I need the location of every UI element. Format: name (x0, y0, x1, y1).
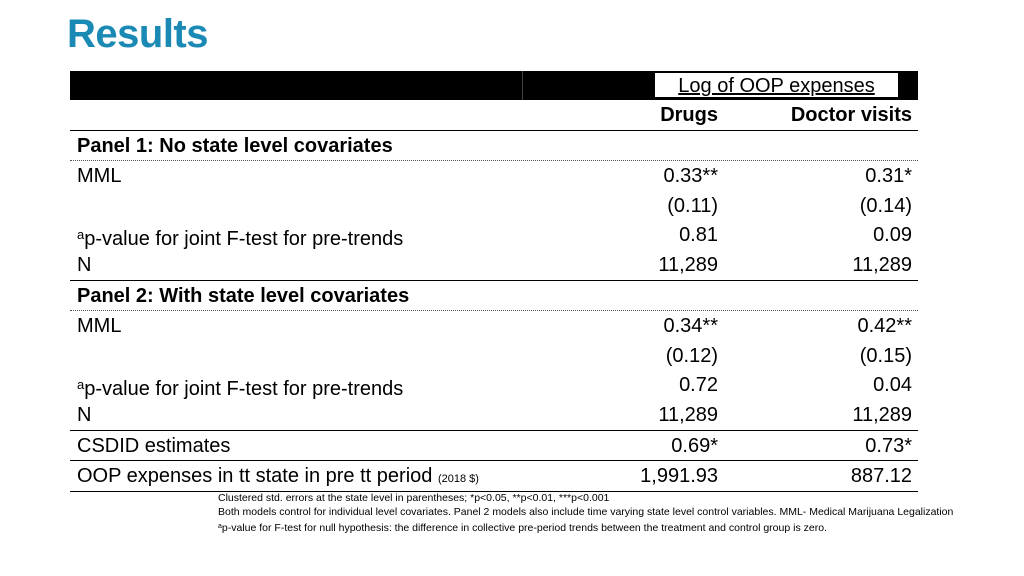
table-row (70, 341, 918, 371)
row-label: MML (77, 315, 122, 338)
row-label: p-value for joint F-test for pre-trends (84, 378, 404, 401)
table-row (70, 250, 918, 280)
unit-label: (2018 $) (437, 473, 479, 486)
table-row (70, 191, 918, 221)
panel1-heading: Panel 1: No state level covariates (77, 134, 393, 157)
cell-drugs: 1,991.93 (640, 465, 718, 488)
cell-drugs: (0.12) (665, 344, 718, 367)
footnote-marker: a (77, 377, 85, 393)
row-label: p-value for joint F-test for pre-trends (84, 228, 404, 251)
row-label: N (77, 253, 92, 276)
panel2-heading: Panel 2: With state level covariates (77, 284, 410, 307)
cell-doctor-visits: 0.73* (865, 434, 912, 457)
cell-doctor-visits: 0.31* (865, 165, 912, 188)
row-label: OOP expenses in tt state in pre tt period (77, 465, 433, 488)
cell-drugs: 0.72 (679, 374, 718, 397)
panel1-heading-row (70, 130, 918, 161)
table-row (70, 310, 918, 341)
page-title: Results (67, 12, 208, 56)
table-row-oop (70, 460, 918, 492)
column-header-row (70, 100, 918, 130)
row-label: CSDID estimates (77, 434, 231, 457)
column-header-doctor-visits: Doctor visits (790, 104, 912, 126)
footnote-marker: a (77, 227, 85, 243)
row-label: N (77, 403, 92, 426)
cell-doctor-visits: 11,289 (852, 403, 912, 426)
cell-drugs: 11,289 (658, 403, 718, 426)
table-notes (218, 492, 953, 535)
results-table (70, 71, 918, 492)
table-header-bar (70, 71, 918, 100)
column-group-label: Log of OOP expenses (655, 73, 898, 97)
cell-drugs: 0.81 (679, 224, 718, 247)
cell-drugs: 0.69* (671, 434, 718, 457)
cell-doctor-visits: (0.15) (859, 344, 912, 367)
cell-drugs: 0.34** (663, 315, 718, 338)
table-row (70, 160, 918, 191)
cell-drugs: (0.11) (667, 194, 718, 217)
cell-doctor-visits: 11,289 (852, 253, 912, 276)
cell-doctor-visits: 0.09 (873, 224, 912, 247)
cell-drugs: 0.33** (663, 165, 718, 188)
header-separator (522, 71, 523, 100)
cell-doctor-visits: 887.12 (850, 465, 912, 488)
note-line: Both models control for individual level covariates. Panel 2 models also include time varying state level control variables. MML- Medical Marijuana Legalization (218, 505, 954, 518)
table-row-csdid (70, 430, 918, 461)
row-label: MML (77, 165, 122, 188)
cell-doctor-visits: (0.14) (859, 194, 912, 217)
column-header-drugs: Drugs (660, 104, 718, 126)
note-line: p-value for F-test for null hypothesis: the difference in collective pre-period trends between the treatment and control group is zero. (221, 521, 827, 534)
table-row (70, 220, 918, 250)
cell-doctor-visits: 0.04 (873, 374, 912, 397)
cell-drugs: 11,289 (658, 253, 718, 276)
panel2-heading-row (70, 280, 918, 311)
note-line: Clustered std. errors at the state level in parentheses; *p<0.05, **p<0.01, ***p<0.001 (218, 492, 610, 504)
table-row (70, 370, 918, 400)
footnote-marker: a (218, 522, 222, 530)
cell-doctor-visits: 0.42** (857, 315, 912, 338)
table-row (70, 400, 918, 430)
